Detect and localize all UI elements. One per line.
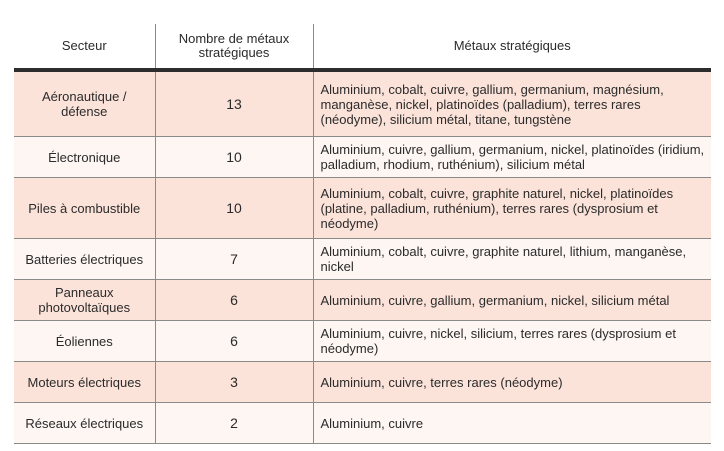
- count-cell: 3: [155, 362, 313, 403]
- count-cell: 13: [155, 70, 313, 137]
- table-row: [14, 178, 711, 239]
- sector-cell: Éoliennes: [14, 321, 155, 362]
- header-metals: Métaux stratégiques: [313, 24, 711, 70]
- table-header-row: [14, 24, 711, 70]
- metals-cell: Aluminium, cobalt, cuivre, graphite naturel, nickel, platinoïdes (platine, palladium, ruthénium), terres rares (dysprosium et néodyme): [313, 178, 711, 239]
- sector-cell: Réseaux électriques: [14, 403, 155, 444]
- table-row: [14, 321, 711, 362]
- sector-cell: Aéronautique / défense: [14, 70, 155, 137]
- metals-cell: Aluminium, cuivre, terres rares (néodyme): [313, 362, 711, 403]
- strategic-metals-table: [14, 24, 711, 444]
- metals-cell: Aluminium, cuivre: [313, 403, 711, 444]
- sector-cell: Électronique: [14, 137, 155, 178]
- header-count: Nombre de métaux stratégiques: [155, 24, 313, 70]
- sector-cell: Batteries électriques: [14, 239, 155, 280]
- table-row: [14, 403, 711, 444]
- metals-cell: Aluminium, cobalt, cuivre, gallium, germanium, magnésium, manganèse, nickel, platinoïdes (palladium), terres rares (néodyme), silicium métal, titane, tungstène: [313, 70, 711, 137]
- count-cell: 7: [155, 239, 313, 280]
- count-cell: 6: [155, 280, 313, 321]
- table-row: [14, 137, 711, 178]
- table-row: [14, 239, 711, 280]
- metals-cell: Aluminium, cuivre, gallium, germanium, nickel, silicium métal: [313, 280, 711, 321]
- count-cell: 6: [155, 321, 313, 362]
- count-cell: 10: [155, 178, 313, 239]
- sector-cell: Panneaux photovoltaïques: [14, 280, 155, 321]
- metals-cell: Aluminium, cuivre, gallium, germanium, nickel, platinoïdes (iridium, palladium, rhodium, ruthénium), silicium métal: [313, 137, 711, 178]
- sector-cell: Piles à combustible: [14, 178, 155, 239]
- count-cell: 10: [155, 137, 313, 178]
- header-sector: Secteur: [14, 24, 155, 70]
- metals-cell: Aluminium, cobalt, cuivre, graphite naturel, lithium, manganèse, nickel: [313, 239, 711, 280]
- table-row: [14, 70, 711, 137]
- count-cell: 2: [155, 403, 313, 444]
- table-row: [14, 362, 711, 403]
- metals-cell: Aluminium, cuivre, nickel, silicium, terres rares (dysprosium et néodyme): [313, 321, 711, 362]
- table-row: [14, 280, 711, 321]
- sector-cell: Moteurs électriques: [14, 362, 155, 403]
